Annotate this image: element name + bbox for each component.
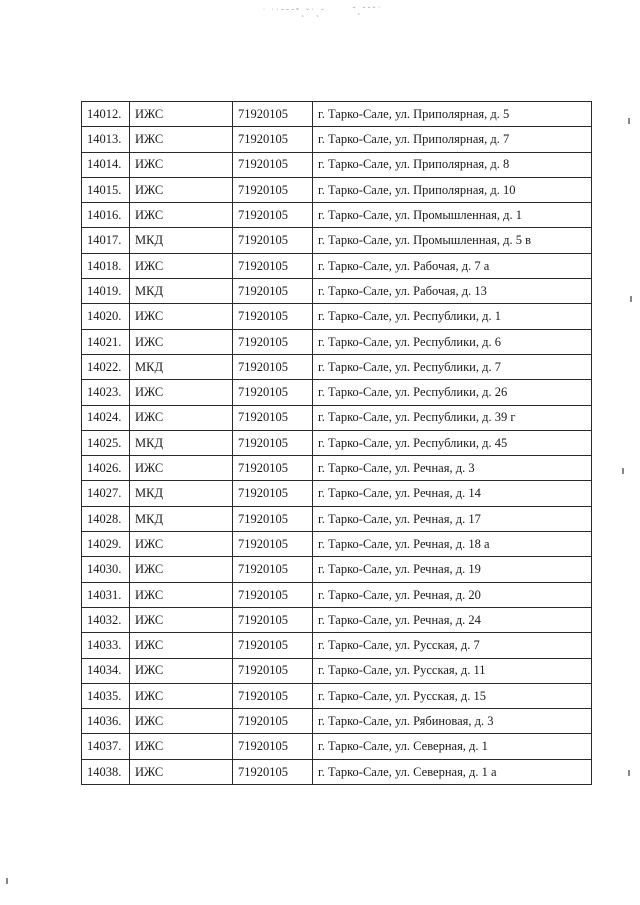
address-cell: г. Тарко-Сале, ул. Речная, д. 14	[313, 481, 592, 506]
oktmo-code-cell: 71920105	[233, 354, 313, 379]
address-registry-table	[81, 101, 592, 785]
building-type-cell: ИЖС	[130, 683, 233, 708]
address-cell: г. Тарко-Сале, ул. Русская, д. 11	[313, 658, 592, 683]
building-type-cell: ИЖС	[130, 127, 233, 152]
row-number-cell: 14020.	[82, 304, 130, 329]
building-type-cell: МКД	[130, 430, 233, 455]
building-type-cell: ИЖС	[130, 253, 233, 278]
table-row	[82, 759, 592, 784]
oktmo-code-cell: 71920105	[233, 279, 313, 304]
address-cell: г. Тарко-Сале, ул. Русская, д. 15	[313, 683, 592, 708]
row-number-cell: 14025.	[82, 430, 130, 455]
oktmo-code-cell: 71920105	[233, 481, 313, 506]
row-number-cell: 14021.	[82, 329, 130, 354]
building-type-cell: ИЖС	[130, 203, 233, 228]
row-number-cell: 14028.	[82, 506, 130, 531]
oktmo-code-cell: 71920105	[233, 658, 313, 683]
table-row	[82, 557, 592, 582]
row-number-cell: 14030.	[82, 557, 130, 582]
oktmo-code-cell: 71920105	[233, 228, 313, 253]
oktmo-code-cell: 71920105	[233, 102, 313, 127]
row-number-cell: 14027.	[82, 481, 130, 506]
oktmo-code-cell: 71920105	[233, 709, 313, 734]
table-row	[82, 582, 592, 607]
row-number-cell: 14023.	[82, 380, 130, 405]
scan-edge-mark	[630, 296, 632, 302]
row-number-cell: 14034.	[82, 658, 130, 683]
oktmo-code-cell: 71920105	[233, 253, 313, 278]
oktmo-code-cell: 71920105	[233, 532, 313, 557]
address-cell: г. Тарко-Сале, ул. Речная, д. 18 а	[313, 532, 592, 557]
table-row	[82, 253, 592, 278]
building-type-cell: ИЖС	[130, 152, 233, 177]
building-type-cell: ИЖС	[130, 177, 233, 202]
scan-edge-mark	[6, 878, 8, 884]
address-cell: г. Тарко-Сале, ул. Республики, д. 1	[313, 304, 592, 329]
table-row	[82, 532, 592, 557]
row-number-cell: 14016.	[82, 203, 130, 228]
table-row	[82, 734, 592, 759]
address-cell: г. Тарко-Сале, ул. Речная, д. 3	[313, 456, 592, 481]
address-cell: г. Тарко-Сале, ул. Приполярная, д. 10	[313, 177, 592, 202]
building-type-cell: МКД	[130, 506, 233, 531]
address-cell: г. Тарко-Сале, ул. Республики, д. 26	[313, 380, 592, 405]
building-type-cell: ИЖС	[130, 759, 233, 784]
address-cell: г. Тарко-Сале, ул. Республики, д. 45	[313, 430, 592, 455]
address-cell: г. Тарко-Сале, ул. Рябиновая, д. 3	[313, 709, 592, 734]
oktmo-code-cell: 71920105	[233, 127, 313, 152]
building-type-cell: МКД	[130, 354, 233, 379]
row-number-cell: 14019.	[82, 279, 130, 304]
address-cell: г. Тарко-Сале, ул. Северная, д. 1 а	[313, 759, 592, 784]
table-row	[82, 709, 592, 734]
table-row	[82, 658, 592, 683]
oktmo-code-cell: 71920105	[233, 329, 313, 354]
row-number-cell: 14035.	[82, 683, 130, 708]
table-row	[82, 203, 592, 228]
oktmo-code-cell: 71920105	[233, 683, 313, 708]
row-number-cell: 14026.	[82, 456, 130, 481]
building-type-cell: ИЖС	[130, 532, 233, 557]
building-type-cell: ИЖС	[130, 304, 233, 329]
table-row	[82, 329, 592, 354]
address-cell: г. Тарко-Сале, ул. Речная, д. 19	[313, 557, 592, 582]
address-cell: г. Тарко-Сале, ул. Речная, д. 17	[313, 506, 592, 531]
row-number-cell: 14012.	[82, 102, 130, 127]
address-cell: г. Тарко-Сале, ул. Промышленная, д. 5 в	[313, 228, 592, 253]
table-row	[82, 102, 592, 127]
oktmo-code-cell: 71920105	[233, 734, 313, 759]
scan-artifact-mark: ˘˛˘˘ˇ˙	[352, 6, 382, 15]
address-cell: г. Тарко-Сале, ул. Республики, д. 7	[313, 354, 592, 379]
address-cell: г. Тарко-Сале, ул. Приполярная, д. 5	[313, 102, 592, 127]
table-row	[82, 380, 592, 405]
oktmo-code-cell: 71920105	[233, 607, 313, 632]
table-row	[82, 633, 592, 658]
table-row	[82, 683, 592, 708]
scan-edge-mark	[622, 468, 624, 474]
row-number-cell: 14024.	[82, 405, 130, 430]
oktmo-code-cell: 71920105	[233, 203, 313, 228]
building-type-cell: ИЖС	[130, 633, 233, 658]
building-type-cell: ИЖС	[130, 582, 233, 607]
oktmo-code-cell: 71920105	[233, 430, 313, 455]
building-type-cell: ИЖС	[130, 405, 233, 430]
building-type-cell: ИЖС	[130, 102, 233, 127]
address-cell: г. Тарко-Сале, ул. Русская, д. 7	[313, 633, 592, 658]
building-type-cell: ИЖС	[130, 709, 233, 734]
building-type-cell: МКД	[130, 481, 233, 506]
address-cell: г. Тарко-Сале, ул. Речная, д. 20	[313, 582, 592, 607]
row-number-cell: 14029.	[82, 532, 130, 557]
table-row	[82, 304, 592, 329]
table-row	[82, 430, 592, 455]
oktmo-code-cell: 71920105	[233, 177, 313, 202]
registry-table-body	[82, 102, 592, 785]
address-cell: г. Тарко-Сале, ул. Речная, д. 24	[313, 607, 592, 632]
building-type-cell: ИЖС	[130, 734, 233, 759]
table-row	[82, 228, 592, 253]
row-number-cell: 14037.	[82, 734, 130, 759]
table-row	[82, 506, 592, 531]
address-cell: г. Тарко-Сале, ул. Северная, д. 1	[313, 734, 592, 759]
row-number-cell: 14014.	[82, 152, 130, 177]
table-row	[82, 152, 592, 177]
address-cell: г. Тарко-Сале, ул. Республики, д. 39 г	[313, 405, 592, 430]
oktmo-code-cell: 71920105	[233, 759, 313, 784]
address-cell: г. Тарко-Сале, ул. Республики, д. 6	[313, 329, 592, 354]
oktmo-code-cell: 71920105	[233, 582, 313, 607]
table-row	[82, 127, 592, 152]
oktmo-code-cell: 71920105	[233, 557, 313, 582]
row-number-cell: 14018.	[82, 253, 130, 278]
oktmo-code-cell: 71920105	[233, 380, 313, 405]
oktmo-code-cell: 71920105	[233, 633, 313, 658]
oktmo-code-cell: 71920105	[233, 405, 313, 430]
building-type-cell: МКД	[130, 279, 233, 304]
oktmo-code-cell: 71920105	[233, 506, 313, 531]
table-row	[82, 354, 592, 379]
row-number-cell: 14013.	[82, 127, 130, 152]
table-row	[82, 456, 592, 481]
row-number-cell: 14015.	[82, 177, 130, 202]
row-number-cell: 14036.	[82, 709, 130, 734]
building-type-cell: ИЖС	[130, 557, 233, 582]
table-row	[82, 481, 592, 506]
address-cell: г. Тарко-Сале, ул. Промышленная, д. 1	[313, 203, 592, 228]
address-cell: г. Тарко-Сале, ул. Рабочая, д. 13	[313, 279, 592, 304]
building-type-cell: ИЖС	[130, 456, 233, 481]
row-number-cell: 14033.	[82, 633, 130, 658]
building-type-cell: ИЖС	[130, 329, 233, 354]
building-type-cell: ИЖС	[130, 658, 233, 683]
table-row	[82, 405, 592, 430]
address-cell: г. Тарко-Сале, ул. Рабочая, д. 7 а	[313, 253, 592, 278]
building-type-cell: МКД	[130, 228, 233, 253]
row-number-cell: 14038.	[82, 759, 130, 784]
table-row	[82, 177, 592, 202]
oktmo-code-cell: 71920105	[233, 304, 313, 329]
scan-edge-mark	[628, 118, 630, 124]
row-number-cell: 14017.	[82, 228, 130, 253]
scan-edge-mark	[628, 770, 630, 776]
oktmo-code-cell: 71920105	[233, 456, 313, 481]
table-row	[82, 607, 592, 632]
oktmo-code-cell: 71920105	[233, 152, 313, 177]
row-number-cell: 14032.	[82, 607, 130, 632]
address-cell: г. Тарко-Сале, ул. Приполярная, д. 7	[313, 127, 592, 152]
building-type-cell: ИЖС	[130, 607, 233, 632]
table-row	[82, 279, 592, 304]
building-type-cell: ИЖС	[130, 380, 233, 405]
row-number-cell: 14031.	[82, 582, 130, 607]
address-cell: г. Тарко-Сале, ул. Приполярная, д. 8	[313, 152, 592, 177]
scan-artifact-mark: ˙ ˙˙˘˜˘˚˛ˇ˙˛˘	[262, 8, 326, 17]
row-number-cell: 14022.	[82, 354, 130, 379]
